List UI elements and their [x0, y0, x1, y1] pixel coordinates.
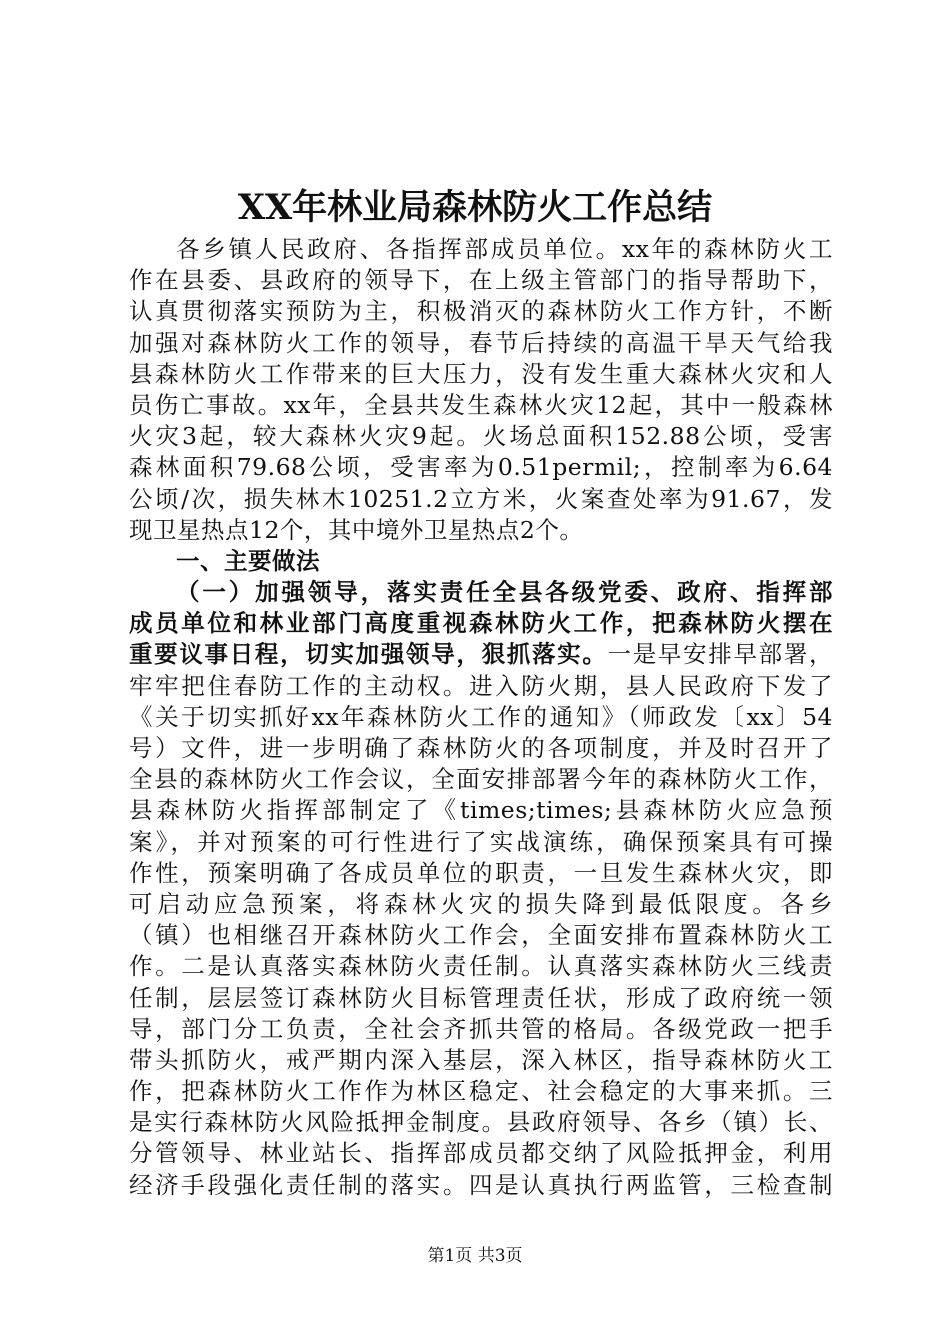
text-line	[129, 639, 833, 670]
text-line: 分管领导、林业站长、指挥部成员都交纳了风险抵押金，利用	[129, 1139, 833, 1168]
text-line: 是实行森林防火风险抵押金制度。县政府领导、各乡（镇）长、	[129, 1108, 833, 1137]
text-line: 全县的森林防火工作会议，全面安排部署今年的森林防火工作，	[129, 765, 833, 794]
text-line: 各乡镇人民政府、各指挥部成员单位。xx年的森林防火工	[176, 235, 833, 263]
text-line: 案》，并对预案的可行性进行了实战演练，确保预案具有可操	[129, 827, 833, 856]
text-line: 号）文件，进一步明确了森林防火的各项制度，并及时召开了	[129, 734, 833, 762]
text-line: 任制，层层签订森林防火目标管理责任状，形成了政府统一领	[129, 983, 833, 1012]
text-line: 作，把森林防火工作作为林区稳定、社会稳定的大事来抓。三	[129, 1077, 833, 1106]
document-body	[129, 234, 833, 1201]
text-line: 员伤亡事故。xx年，全县共发生森林火灾12起，其中一般森林	[129, 390, 833, 419]
text-line: 成员单位和林业部门高度重视森林防火工作，把森林防火摆在	[129, 609, 833, 638]
text-line: 火灾3起，较大森林火灾9起。火场总面积152.88公顷，受害	[129, 422, 833, 451]
text-line: 牢牢把住春防工作的主动权。进入防火期，县人民政府下发了	[129, 671, 833, 700]
text-line: 县森林防火工作带来的巨大压力，没有发生重大森林火灾和人	[129, 359, 833, 388]
section-heading: 一、主要做法	[176, 546, 320, 575]
text-line: 作在县委、县政府的领导下，在上级主管部门的指导帮助下，	[129, 266, 833, 295]
document-title: XX年林业局森林防火工作总结	[237, 187, 713, 228]
text-line: 作性，预案明确了各成员单位的职责，一旦发生森林火灾，即	[129, 858, 833, 887]
text-line: 公顷/次，损失林木10251.2立方米，火案查处率为91.67，发	[129, 484, 833, 513]
text-line: 加强对森林防火工作的领导，春节后持续的高温干旱天气给我	[129, 328, 833, 357]
text-line: 经济手段强化责任制的落实。四是认真执行两监管，三检查制	[129, 1170, 833, 1199]
subsection-heading: （一）加强领导，落实责任全县各级党委、政府、指挥部	[176, 578, 833, 607]
text-run: 重要议事日程，切实加强领导，狠抓落实。	[129, 640, 608, 669]
text-line: 《关于切实抓好xx年森林防火工作的通知》（师政发〔xx〕54	[129, 702, 833, 731]
text-line: 导，部门分工负责，全社会齐抓共管的格局。各级党政一把手	[129, 1014, 833, 1043]
text-line: 森林面积79.68公顷，受害率为0.51permil;，控制率为6.64	[129, 453, 833, 482]
text-line: 带头抓防火，戒严期内深入基层，深入林区，指导森林防火工	[129, 1045, 833, 1074]
text-line: 可启动应急预案，将森林火灾的损失降到最低限度。各乡	[129, 889, 833, 918]
text-line: 现卫星热点12个，其中境外卫星热点2个。	[129, 515, 584, 544]
page-number-footer: 第1页 共3页	[427, 1246, 523, 1266]
text-run: 一是早安排早部署，	[607, 640, 834, 669]
text-line: （镇）也相继召开森林防火工作会，全面安排布置森林防火工	[129, 921, 833, 950]
text-line: 认真贯彻落实预防为主，积极消灭的森林防火工作方针，不断	[129, 297, 833, 326]
text-line: 县森林防火指挥部制定了《times;times;县森林防火应急预	[129, 796, 833, 825]
text-line: 作。二是认真落实森林防火责任制。认真落实森林防火三线责	[129, 952, 833, 981]
